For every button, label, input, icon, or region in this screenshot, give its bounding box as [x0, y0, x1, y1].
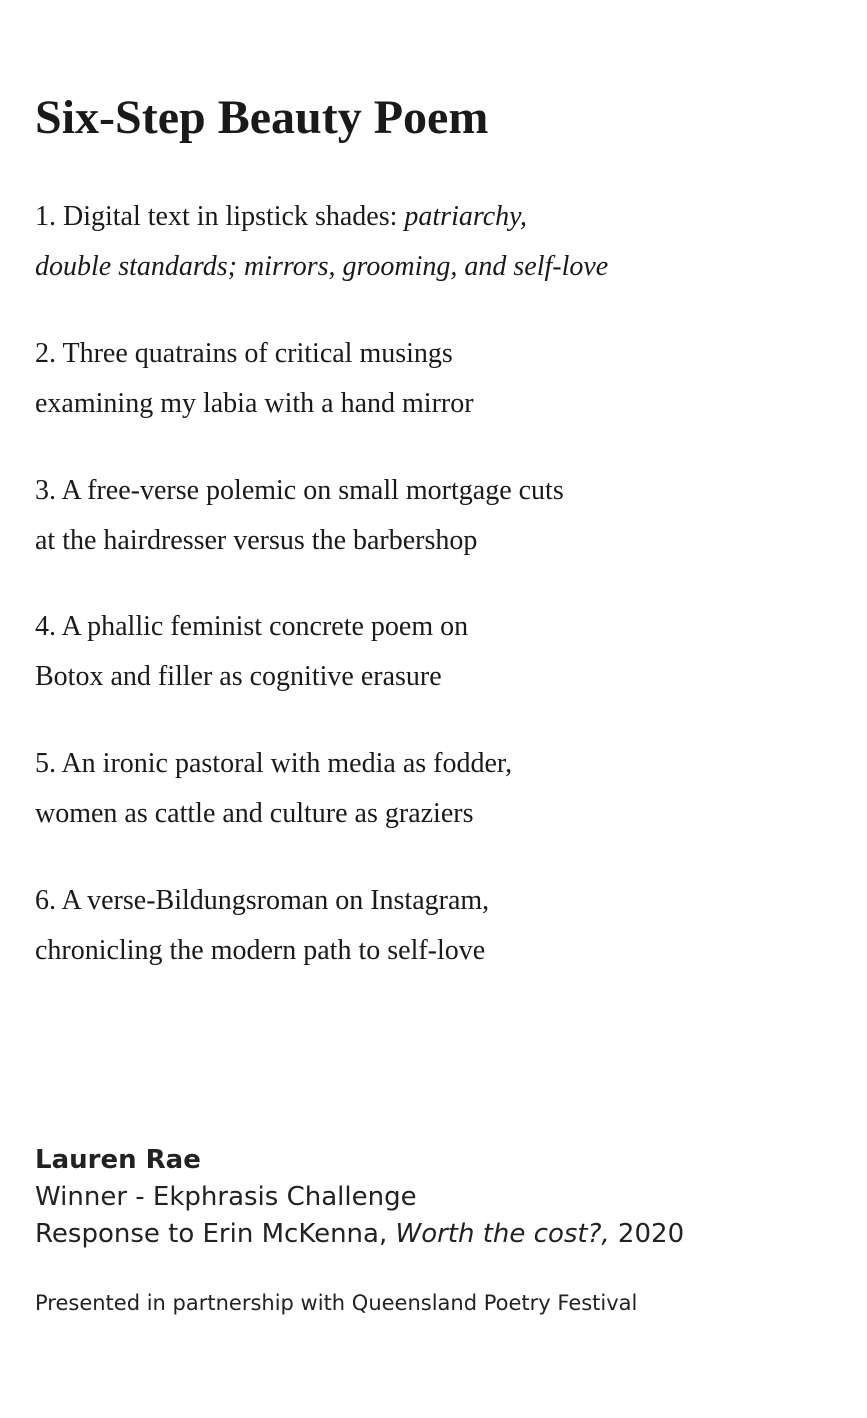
- stanza-5: [35, 739, 835, 839]
- stanza-line: at the hairdresser versus the barbershop: [35, 525, 478, 556]
- artwork-title: Worth the cost?,: [395, 1219, 610, 1249]
- stanza-line: [35, 192, 835, 242]
- stanza-6: [35, 876, 835, 976]
- partnership-note: Presented in partnership with Queensland Poetry Festival: [35, 1291, 638, 1315]
- stanza-2: [35, 329, 835, 429]
- response-prefix: Response to Erin McKenna,: [35, 1219, 396, 1249]
- stanza-4: [35, 602, 835, 702]
- stanza-line: 4. A phallic feminist concrete poem on: [35, 611, 469, 642]
- stanza-line: double standards; mirrors, grooming, and self-love: [35, 251, 609, 282]
- artwork-year: 2020: [609, 1219, 685, 1249]
- stanza-line: 6. A verse-Bildungsroman on Instagram,: [35, 885, 490, 916]
- author-name: Lauren Rae: [35, 1145, 201, 1175]
- stanza-line-text: 1. Digital text in lipstick shades:: [35, 201, 405, 232]
- stanza-1: [35, 192, 835, 292]
- stanza-line: women as cattle and culture as graziers: [35, 798, 474, 829]
- stanza-line: chronicling the modern path to self-love: [35, 935, 486, 966]
- credits-block: [35, 1142, 684, 1253]
- stanza-line: 3. A free-verse polemic on small mortgage cuts: [35, 475, 564, 506]
- award-line: Winner - Ekphrasis Challenge: [35, 1182, 417, 1212]
- stanza-line-italic-text: patriarchy,: [404, 201, 528, 232]
- stanza-line: 2. Three quatrains of critical musings: [35, 338, 453, 369]
- stanza-line: Botox and filler as cognitive erasure: [35, 661, 442, 692]
- poem-title: Six-Step Beauty Poem: [35, 91, 489, 144]
- response-line: [35, 1216, 684, 1253]
- stanza-line: examining my labia with a hand mirror: [35, 388, 474, 419]
- stanza-3: [35, 466, 835, 566]
- stanza-line: 5. An ironic pastoral with media as fodder,: [35, 748, 513, 779]
